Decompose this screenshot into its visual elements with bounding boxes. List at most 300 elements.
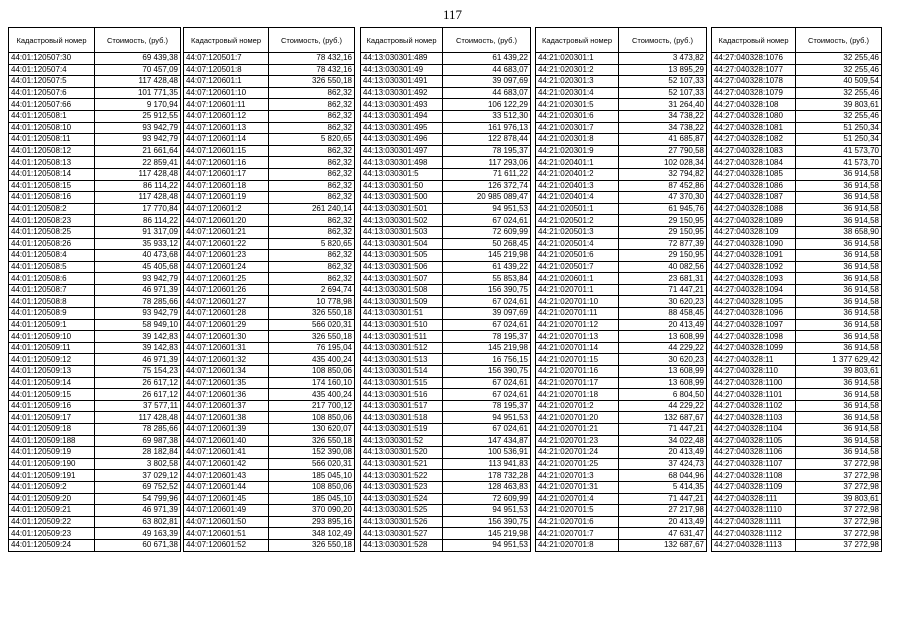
cost-cell: 13 608,99 [619, 377, 707, 389]
cost-cell: 34 022,48 [619, 435, 707, 447]
table-row [536, 458, 707, 470]
table-row [712, 192, 882, 204]
cost-cell: 32 255,46 [796, 110, 882, 122]
cost-cell: 44 229,22 [619, 342, 707, 354]
table-row [536, 296, 707, 308]
cost-cell: 78 285,66 [95, 296, 181, 308]
table-row [536, 493, 707, 505]
cost-cell: 70 457,09 [95, 64, 181, 76]
cost-cell: 69 439,38 [95, 53, 181, 65]
cadastral-number-cell: 44:07:120601:37 [184, 400, 269, 412]
cost-cell: 9 170,94 [95, 99, 181, 111]
cadastral-number-cell: 44:13:030301:497 [361, 145, 443, 157]
cost-cell: 36 914,58 [796, 192, 882, 204]
cadastral-number-cell: 44:07:120601:49 [184, 505, 269, 517]
cadastral-number-cell: 44:07:120601:24 [184, 261, 269, 273]
cadastral-number-cell: 44:07:120601:17 [184, 168, 269, 180]
table-row [712, 157, 882, 169]
cadastral-number-cell: 44:21:020401:3 [536, 180, 619, 192]
cadastral-number-cell: 44:21:020701:5 [536, 505, 619, 517]
table-row [9, 528, 181, 540]
table-row [184, 435, 355, 447]
cost-cell: 37 272,98 [796, 505, 882, 517]
cadastral-number-cell: 44:13:030301:493 [361, 99, 443, 111]
table-row [184, 400, 355, 412]
table-row [9, 134, 181, 146]
cost-cell: 326 550,18 [269, 539, 355, 551]
cost-cell: 17 770,84 [95, 203, 181, 215]
table-row [361, 481, 531, 493]
table-row [712, 250, 882, 262]
cost-cell: 25 912,55 [95, 110, 181, 122]
table-row [9, 250, 181, 262]
cost-cell: 156 390,75 [443, 366, 531, 378]
cadastral-number-cell: 44:01:120509:13 [9, 366, 95, 378]
table-row [536, 331, 707, 343]
cost-cell: 87 452,86 [619, 180, 707, 192]
cadastral-table-2 [183, 27, 355, 552]
table-row [9, 505, 181, 517]
cost-cell: 178 732,28 [443, 470, 531, 482]
table-row [184, 273, 355, 285]
header-cost: Стоимость, (руб.) [443, 28, 531, 53]
cadastral-number-cell: 44:27:040328:1112 [712, 528, 796, 540]
table-row [9, 516, 181, 528]
cadastral-number-cell: 44:07:120601:22 [184, 238, 269, 250]
cost-cell: 36 914,58 [796, 250, 882, 262]
cost-cell: 36 914,58 [796, 424, 882, 436]
cost-cell: 71 447,21 [619, 424, 707, 436]
cadastral-number-cell: 44:01:120509:20 [9, 493, 95, 505]
cadastral-number-cell: 44:07:120601:20 [184, 215, 269, 227]
cadastral-number-cell: 44:27:040328:1079 [712, 87, 796, 99]
table-row [184, 424, 355, 436]
table-row [712, 481, 882, 493]
table-row [361, 64, 531, 76]
cadastral-number-cell: 44:07:120601:23 [184, 250, 269, 262]
table-row [9, 481, 181, 493]
cost-cell: 862,32 [269, 99, 355, 111]
cost-cell: 36 914,58 [796, 180, 882, 192]
cost-cell: 113 941,83 [443, 458, 531, 470]
cadastral-number-cell: 44:21:020701:7 [536, 528, 619, 540]
cost-cell: 20 985 089,47 [443, 192, 531, 204]
cadastral-number-cell: 44:21:020701:17 [536, 377, 619, 389]
cost-cell: 39 097,69 [443, 76, 531, 88]
table-row [361, 238, 531, 250]
cadastral-number-cell: 44:21:020501:2 [536, 215, 619, 227]
cost-cell: 40 509,54 [796, 76, 882, 88]
cadastral-number-cell: 44:27:040328:1113 [712, 539, 796, 551]
table-row [361, 76, 531, 88]
cadastral-number-cell: 44:13:030301:507 [361, 273, 443, 285]
cadastral-number-cell: 44:01:120509:190 [9, 458, 95, 470]
cost-cell: 102 028,34 [619, 157, 707, 169]
cadastral-number-cell: 44:21:020501:7 [536, 261, 619, 273]
cadastral-number-cell: 44:13:030301:506 [361, 261, 443, 273]
cadastral-number-cell: 44:07:120601:31 [184, 342, 269, 354]
table-row [536, 424, 707, 436]
table-row [361, 319, 531, 331]
cost-cell: 862,32 [269, 226, 355, 238]
table-row [712, 296, 882, 308]
table-row [536, 528, 707, 540]
cadastral-number-cell: 44:27:040328:1096 [712, 308, 796, 320]
cadastral-number-cell: 44:27:040328:1103 [712, 412, 796, 424]
table-row [536, 308, 707, 320]
table-row [184, 516, 355, 528]
table-row [712, 110, 882, 122]
cadastral-number-cell: 44:13:030301:523 [361, 481, 443, 493]
cost-cell: 128 463,83 [443, 481, 531, 493]
cost-cell: 52 107,33 [619, 87, 707, 99]
table-row [712, 145, 882, 157]
cost-cell: 67 024,61 [443, 215, 531, 227]
cost-cell: 71 447,21 [619, 284, 707, 296]
cost-cell: 41 573,70 [796, 157, 882, 169]
table-row [9, 87, 181, 99]
cost-cell: 32 794,82 [619, 168, 707, 180]
cost-cell: 122 878,44 [443, 134, 531, 146]
cost-cell: 293 895,16 [269, 516, 355, 528]
cadastral-table-3 [360, 27, 531, 552]
cost-cell: 348 102,49 [269, 528, 355, 540]
cost-cell: 1 377 629,42 [796, 354, 882, 366]
table-row [361, 157, 531, 169]
cost-cell: 326 550,18 [269, 435, 355, 447]
cost-cell: 37 029,12 [95, 470, 181, 482]
cost-cell: 435 400,24 [269, 389, 355, 401]
cadastral-number-cell: 44:07:120601:45 [184, 493, 269, 505]
table-row [536, 145, 707, 157]
table-row [712, 261, 882, 273]
cadastral-number-cell: 44:07:120501:7 [184, 53, 269, 65]
cadastral-number-cell: 44:07:120601:34 [184, 366, 269, 378]
table-row [712, 76, 882, 88]
cost-cell: 39 803,61 [796, 493, 882, 505]
table-row [712, 528, 882, 540]
cost-cell: 78 285,66 [95, 424, 181, 436]
cost-cell: 35 933,12 [95, 238, 181, 250]
cadastral-number-cell: 44:13:030301:526 [361, 516, 443, 528]
cost-cell: 29 150,95 [619, 226, 707, 238]
table-row [536, 215, 707, 227]
table-row [184, 470, 355, 482]
table-row [9, 226, 181, 238]
table-row [361, 528, 531, 540]
cost-cell: 326 550,18 [269, 308, 355, 320]
cadastral-number-cell: 44:01:120507:6 [9, 87, 95, 99]
cost-cell: 13 608,99 [619, 331, 707, 343]
cost-cell: 32 255,46 [796, 53, 882, 65]
cadastral-number-cell: 44:13:030301:498 [361, 157, 443, 169]
table-row [9, 53, 181, 65]
table-row [536, 505, 707, 517]
cost-cell: 94 951,53 [443, 203, 531, 215]
table-row [184, 389, 355, 401]
cost-cell: 61 439,22 [443, 53, 531, 65]
cadastral-number-cell: 44:13:030301:517 [361, 400, 443, 412]
cost-cell: 67 024,61 [443, 389, 531, 401]
table-row [184, 539, 355, 551]
table-row [361, 366, 531, 378]
cost-cell: 44 683,07 [443, 87, 531, 99]
cadastral-number-cell: 44:27:040328:1081 [712, 122, 796, 134]
table-row [712, 273, 882, 285]
table-row [712, 342, 882, 354]
table-row [712, 331, 882, 343]
table-row [9, 76, 181, 88]
table-row [184, 250, 355, 262]
cost-cell: 49 163,39 [95, 528, 181, 540]
table-row [184, 296, 355, 308]
table-row [712, 377, 882, 389]
table-row [361, 424, 531, 436]
cost-cell: 51 250,34 [796, 134, 882, 146]
table-row [184, 261, 355, 273]
table-row [184, 493, 355, 505]
cadastral-number-cell: 44:27:040328:109 [712, 226, 796, 238]
table-row [9, 238, 181, 250]
table-row [712, 470, 882, 482]
cost-cell: 862,32 [269, 261, 355, 273]
cost-cell: 26 617,12 [95, 389, 181, 401]
cadastral-number-cell: 44:21:020701:14 [536, 342, 619, 354]
cadastral-number-cell: 44:21:020501:1 [536, 203, 619, 215]
table-row [9, 284, 181, 296]
cadastral-number-cell: 44:07:120601:29 [184, 319, 269, 331]
table-row [712, 447, 882, 459]
cadastral-number-cell: 44:27:040328:1088 [712, 203, 796, 215]
cadastral-number-cell: 44:21:020701:11 [536, 308, 619, 320]
table-row [712, 238, 882, 250]
table-row [361, 539, 531, 551]
cadastral-number-cell: 44:27:040328:1082 [712, 134, 796, 146]
table-row [184, 157, 355, 169]
cadastral-number-cell: 44:13:030301:52 [361, 435, 443, 447]
cadastral-number-cell: 44:07:120601:21 [184, 226, 269, 238]
cadastral-number-cell: 44:01:120508:4 [9, 250, 95, 262]
table-row [536, 400, 707, 412]
table-row [536, 64, 707, 76]
table-row [9, 203, 181, 215]
cost-cell: 37 272,98 [796, 528, 882, 540]
cadastral-number-cell: 44:27:040328:11 [712, 354, 796, 366]
cost-cell: 132 687,67 [619, 412, 707, 424]
table-row [9, 539, 181, 551]
cadastral-number-cell: 44:27:040328:1091 [712, 250, 796, 262]
cadastral-number-cell: 44:21:020301:5 [536, 99, 619, 111]
cost-cell: 36 914,58 [796, 296, 882, 308]
cost-cell: 72 609,99 [443, 493, 531, 505]
cadastral-number-cell: 44:07:120601:32 [184, 354, 269, 366]
cadastral-number-cell: 44:13:030301:491 [361, 76, 443, 88]
cost-cell: 63 802,81 [95, 516, 181, 528]
cost-cell: 862,32 [269, 180, 355, 192]
table-row [184, 308, 355, 320]
cost-cell: 862,32 [269, 273, 355, 285]
cost-cell: 94 951,53 [443, 412, 531, 424]
table-row [361, 261, 531, 273]
cost-cell: 20 413,49 [619, 319, 707, 331]
cadastral-number-cell: 44:21:020701:15 [536, 354, 619, 366]
table-row [184, 412, 355, 424]
cost-cell: 37 272,98 [796, 458, 882, 470]
cost-cell: 36 914,58 [796, 400, 882, 412]
cadastral-number-cell: 44:13:030301:528 [361, 539, 443, 551]
cadastral-number-cell: 44:07:120601:25 [184, 273, 269, 285]
cost-cell: 32 255,46 [796, 87, 882, 99]
cadastral-number-cell: 44:07:120601:42 [184, 458, 269, 470]
cost-cell: 58 949,10 [95, 319, 181, 331]
cadastral-number-cell: 44:13:030301:49 [361, 64, 443, 76]
cost-cell: 94 951,53 [443, 505, 531, 517]
cadastral-number-cell: 44:13:030301:527 [361, 528, 443, 540]
table-row [712, 180, 882, 192]
table-row [361, 53, 531, 65]
cost-cell: 36 914,58 [796, 447, 882, 459]
cadastral-number-cell: 44:21:020301:8 [536, 134, 619, 146]
cadastral-number-cell: 44:27:040328:1090 [712, 238, 796, 250]
cost-cell: 117 293,06 [443, 157, 531, 169]
cadastral-number-cell: 44:01:120508:13 [9, 157, 95, 169]
cost-cell: 78 432,16 [269, 53, 355, 65]
cost-cell: 71 611,22 [443, 168, 531, 180]
table-row [361, 308, 531, 320]
cadastral-number-cell: 44:27:040328:1111 [712, 516, 796, 528]
table-row [184, 87, 355, 99]
cadastral-number-cell: 44:13:030301:510 [361, 319, 443, 331]
cost-cell: 27 790,58 [619, 145, 707, 157]
table-row [361, 122, 531, 134]
cost-cell: 68 044,96 [619, 470, 707, 482]
cost-cell: 370 090,20 [269, 505, 355, 517]
cadastral-number-cell: 44:21:020701:3 [536, 470, 619, 482]
cost-cell: 39 803,61 [796, 99, 882, 111]
table-row [712, 539, 882, 551]
cadastral-number-cell: 44:13:030301:508 [361, 284, 443, 296]
cost-cell: 36 914,58 [796, 342, 882, 354]
table-row [9, 354, 181, 366]
table-row [361, 516, 531, 528]
cadastral-number-cell: 44:13:030301:5 [361, 168, 443, 180]
table-row [361, 435, 531, 447]
table-row [536, 168, 707, 180]
cadastral-number-cell: 44:07:120601:11 [184, 99, 269, 111]
cadastral-number-cell: 44:13:030301:509 [361, 296, 443, 308]
cadastral-number-cell: 44:13:030301:495 [361, 122, 443, 134]
cadastral-number-cell: 44:07:120601:14 [184, 134, 269, 146]
cost-cell: 2 694,74 [269, 284, 355, 296]
cadastral-number-cell: 44:01:120508:23 [9, 215, 95, 227]
table-row [184, 354, 355, 366]
cost-cell: 26 617,12 [95, 377, 181, 389]
cost-cell: 13 608,99 [619, 366, 707, 378]
cost-cell: 36 914,58 [796, 435, 882, 447]
table-row [361, 168, 531, 180]
cost-cell: 145 219,98 [443, 250, 531, 262]
cost-cell: 93 942,79 [95, 308, 181, 320]
table-row [184, 284, 355, 296]
cost-cell: 29 150,95 [619, 215, 707, 227]
cost-cell: 67 024,61 [443, 319, 531, 331]
cadastral-number-cell: 44:01:120509:22 [9, 516, 95, 528]
cost-cell: 117 428,48 [95, 192, 181, 204]
table-row [184, 110, 355, 122]
table-row [536, 470, 707, 482]
cost-cell: 10 778,98 [269, 296, 355, 308]
cost-cell: 27 217,98 [619, 505, 707, 517]
cost-cell: 108 850,06 [269, 366, 355, 378]
cadastral-number-cell: 44:27:040328:1087 [712, 192, 796, 204]
cost-cell: 41 685,87 [619, 134, 707, 146]
table-row [361, 389, 531, 401]
cost-cell: 36 914,58 [796, 284, 882, 296]
cadastral-number-cell: 44:01:120509:16 [9, 400, 95, 412]
header-cadastral-number: Кадастровый номер [536, 28, 619, 53]
cost-cell: 862,32 [269, 145, 355, 157]
cadastral-number-cell: 44:01:120508:11 [9, 134, 95, 146]
cost-cell: 5 820,65 [269, 134, 355, 146]
cadastral-number-cell: 44:21:020701:18 [536, 389, 619, 401]
cadastral-number-cell: 44:07:120601:39 [184, 424, 269, 436]
table-row [361, 458, 531, 470]
cost-cell: 61 945,76 [619, 203, 707, 215]
cost-cell: 51 250,34 [796, 122, 882, 134]
table-row [9, 319, 181, 331]
cadastral-number-cell: 44:01:120508:15 [9, 180, 95, 192]
cadastral-number-cell: 44:13:030301:524 [361, 493, 443, 505]
table-row [184, 64, 355, 76]
cadastral-number-cell: 44:13:030301:496 [361, 134, 443, 146]
table-row [9, 296, 181, 308]
cadastral-number-cell: 44:21:020401:2 [536, 168, 619, 180]
cadastral-number-cell: 44:07:120601:28 [184, 308, 269, 320]
table-row [9, 110, 181, 122]
table-row [712, 215, 882, 227]
cadastral-number-cell: 44:01:120507:4 [9, 64, 95, 76]
cost-cell: 862,32 [269, 157, 355, 169]
cadastral-number-cell: 44:21:020701:23 [536, 435, 619, 447]
table-row [361, 250, 531, 262]
cost-cell: 20 413,49 [619, 516, 707, 528]
cost-cell: 88 458,45 [619, 308, 707, 320]
cadastral-number-cell: 44:27:040328:1078 [712, 76, 796, 88]
table-row [184, 122, 355, 134]
table-row [712, 226, 882, 238]
table-row [712, 458, 882, 470]
table-row [9, 435, 181, 447]
table-row [712, 505, 882, 517]
cadastral-number-cell: 44:13:030301:505 [361, 250, 443, 262]
cost-cell: 31 264,40 [619, 99, 707, 111]
table-row [361, 470, 531, 482]
table-row [536, 99, 707, 111]
cost-cell: 29 150,95 [619, 250, 707, 262]
table-row [712, 284, 882, 296]
table-row [536, 447, 707, 459]
table-row [9, 145, 181, 157]
table-row [184, 168, 355, 180]
cadastral-number-cell: 44:01:120509:12 [9, 354, 95, 366]
cadastral-number-cell: 44:27:040328:1108 [712, 470, 796, 482]
cadastral-number-cell: 44:21:020701:10 [536, 296, 619, 308]
cost-cell: 47 631,47 [619, 528, 707, 540]
cadastral-number-cell: 44:21:020301:1 [536, 53, 619, 65]
cost-cell: 75 154,23 [95, 366, 181, 378]
cost-cell: 94 951,53 [443, 539, 531, 551]
table-row [712, 389, 882, 401]
